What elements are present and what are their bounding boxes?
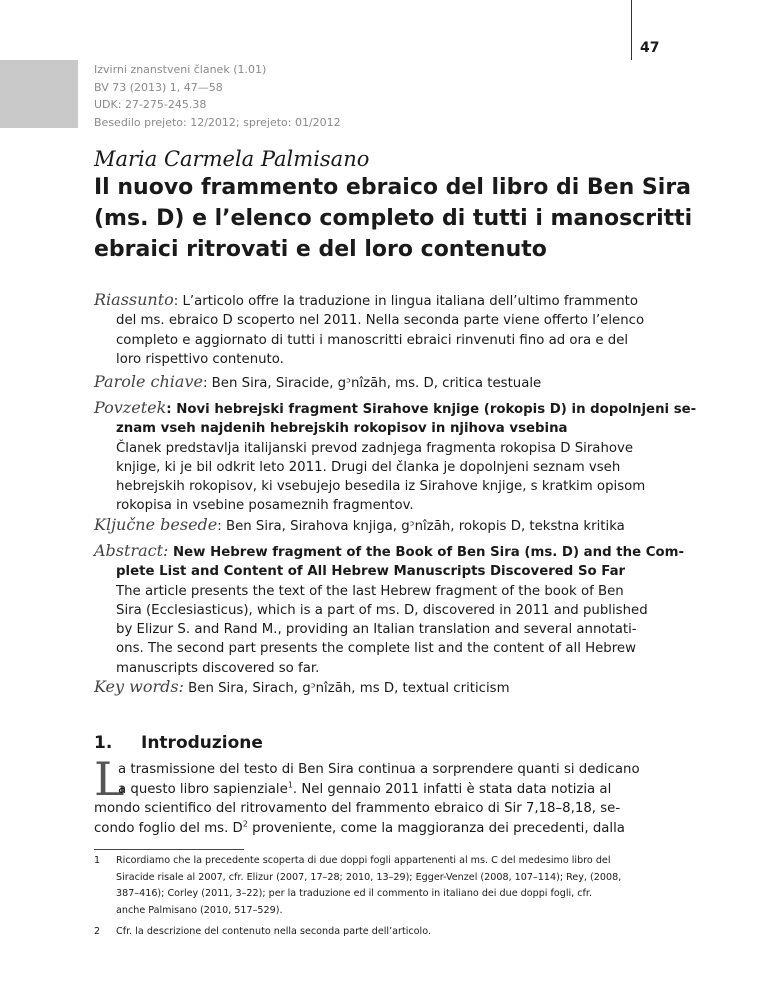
abstract-line: manuscripts discovered so far. [116,660,320,676]
body-paragraph [94,760,672,838]
section-number: 1. [94,733,113,753]
body-line: . Nel gennaio 2011 infatti è stata data notizia al [292,781,612,797]
footnote-ref[interactable]: 1 [287,780,293,790]
povzetek-line: rokopisa in vsebine posameznih fragmentov. [116,498,414,514]
footnote-rule [94,849,244,850]
title-line: (ms. D) e l’elenco completo di tutti i manoscritti [94,206,693,231]
abstract-title-line: plete List and Content of All Hebrew Manuscripts Discovered So Far [116,564,626,580]
riassunto-line: loro rispettivo contenuto. [116,351,284,367]
riassunto-line: : L’articolo offre la traduzione in lingua italiana dell’ultimo frammento [173,294,638,309]
kljucne-besede-block [94,515,669,536]
abstract-label: Abstract: [94,541,169,560]
footnote-number: 1 [94,855,101,866]
abstract-line: Sira (Ecclesiasticus), which is a part of ms. D, discovered in 2011 and published [116,602,648,618]
author-name: Maria Carmela Palmisano [94,147,370,171]
body-line: a trasmissione del testo di Ben Sira continua a sorprendere quanti si dedicano [118,762,640,777]
key-words-block [94,677,669,698]
body-line: proveniente, come la maggioranza dei precedenti, dalla [247,820,625,836]
footnote-line: Siracide risale al 2007, cfr. Elizur (2007, 17–28; 2010, 13–29); Egger-Venzel (2008, 107–114); Rey, (2008, [116,871,622,883]
povzetek-line: Članek predstavlja italijanski prevod zadnjega fragmenta rokopisa D Sirahove [116,440,634,456]
riassunto-block [94,290,669,369]
parole-chiave-label: Parole chiave [94,372,203,391]
parole-chiave-block [94,372,669,393]
footnote-line: Cfr. la descrizione del contenuto nella seconda parte dell’articolo. [116,926,431,937]
povzetek-title-line: : Novi hebrejski fragment Sirahove knjige (rokopis D) in dopolnjeni se- [166,402,697,417]
gray-corner-block [0,60,78,128]
abstract-line: ons. The second part presents the complete list and the content of all Hebrew [116,641,636,657]
footnote-line: Ricordiamo che la precedente scoperta di due doppi fogli appartenenti al ms. C del medesimo libro del [116,855,611,866]
article-title [94,172,694,265]
footnote-ref[interactable]: 2 [242,819,248,829]
abstract-line: by Elizur S. and Rand M., providing an Italian translation and several annotati- [116,622,637,638]
abstract-line: The article presents the text of the last Hebrew fragment of the book of Ben [116,583,624,599]
abstract-title-line: New Hebrew fragment of the Book of Ben Sira (ms. D) and the Com- [168,545,684,560]
povzetek-label: Povzetek [94,398,167,417]
footnote-line: anche Palmisano (2010, 517–529). [116,904,283,916]
title-line: Il nuovo frammento ebraico del libro di Ben Sira [94,175,692,200]
footnote-number: 2 [94,926,101,937]
povzetek-title-line: znam vseh najdenih hebrejskih rokopisov in njihova vsebina [116,421,568,437]
povzetek-line: knjige, ki je bil odkrit leto 2011. Drugi del članka je dopolnjeni seznam vseh [116,459,621,475]
parole-chiave-text: : Ben Sira, Siracide, gᵓnîzāh, ms. D, critica testuale [202,376,542,391]
riassunto-line: completo e aggiornato di tutti i manoscritti ebraici rinvenuti fino ad ora e del [116,332,629,348]
drop-cap: L [94,752,125,806]
body-line: condo foglio del ms. D [94,820,243,836]
riassunto-line: del ms. ebraico D scoperto nel 2011. Nella seconda parte viene offerto l’elenco [116,313,645,329]
key-words-label: Key words: [94,677,184,696]
page-number: 47 [640,40,660,56]
abstract-block [94,541,684,678]
section-heading [94,733,263,753]
povzetek-line: hebrejskih rokopisov, ki vsebujejo besedila iz Sirahove knjige, s kratkim opisom [116,479,646,495]
section-title: Introduzione [141,733,263,753]
riassunto-label: Riassunto [94,290,174,309]
body-line: mondo scientifico del ritrovamento del frammento ebraico di Sir 7,18–8,18, se- [94,801,621,816]
footnote-line: 387–416); Corley (2011, 3–22); per la traduzione ed il commento in italiano dei due doppi fogli, cfr. [116,888,593,899]
kljucne-besede-label: Ključne besede [94,515,218,534]
article-meta [94,61,341,131]
header-divider [631,0,632,60]
meta-line: Izvirni znanstveni članek (1.01) [94,63,267,76]
title-line: ebraici ritrovati e del loro contenuto [94,237,547,262]
body-line: a questo libro sapienziale [118,781,288,797]
povzetek-block [94,398,697,516]
kljucne-besede-text: : Ben Sira, Sirahova knjiga, gᵓnîzāh, rokopis D, tekstna kritika [217,519,625,534]
meta-line: Besedilo prejeto: 12/2012; sprejeto: 01/2012 [94,115,341,129]
key-words-text: Ben Sira, Sirach, gᵓnîzāh, ms D, textual criticism [183,681,510,696]
meta-line: UDK: 27-275-245.38 [94,98,207,111]
meta-line: BV 73 (2013) 1, 47—58 [94,80,223,94]
